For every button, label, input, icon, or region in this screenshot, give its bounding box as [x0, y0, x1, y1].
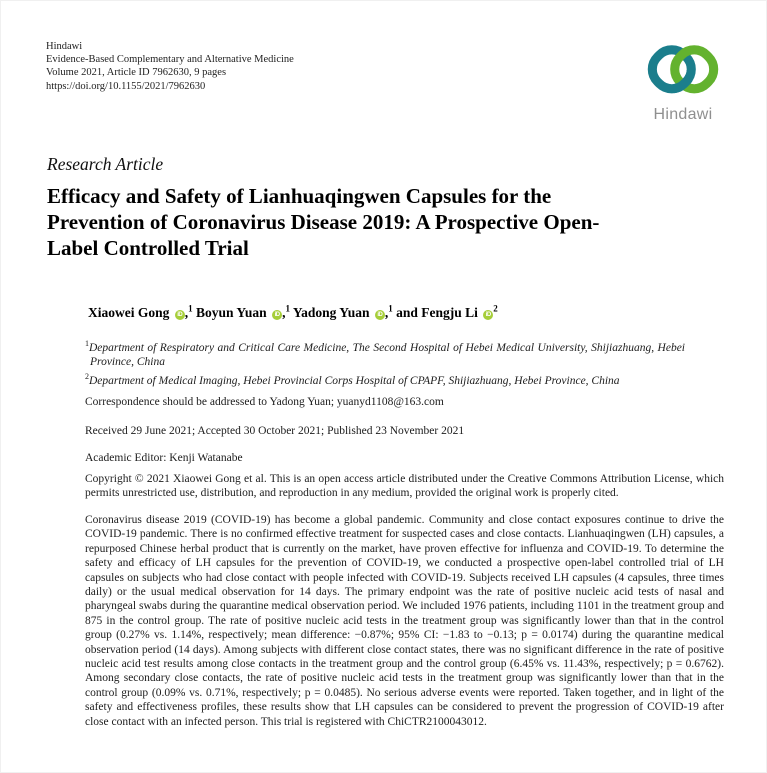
- abstract-text: Coronavirus disease 2019 (COVID-19) has become a global pandemic. Community and close contact exposures continue to drive the COVID-19 pandemic. There is no confirmed effective treatment for suspected cases and close contacts. Lianhuaqingwen (LH) capsules, a repurposed Chinese herbal product that is currently on the market, have proven effective for influenza and COVID-19. To determine the safety and efficacy of LH capsules for the prevention of COVID-19, we conducted a prospective open-label controlled trial of LH capsules on subjects who had close contact with people infected with COVID-19. Subjects received LH capsules (4 capsules, three times daily) or the usual medical observation for 14 days. The primary endpoint was the rate of positive nucleic acid tests of nasal and pharyngeal swabs during the quarantine medical observation period. We included 1976 patients, including 1101 in the treatment group and 875 in the control group. The rate of positive nucleic acid tests in the treatment group was significantly lower than that in the control group (0.27% vs. 1.14%, respectively; mean difference: −0.87%; 95% CI: −1.83 to −0.13; p = 0.0174) during the quarantine medical observation period (14 days). Among subjects with different close contact states, there was no significant difference in the rate of positive nucleic acid test results among close contacts in the treatment group and the control group (6.45% vs. 11.43%, respectively; p = 0.6762). Among secondary close contacts, the rate of positive nucleic acid tests in the treatment group was significantly lower than that in the control group (0.09% vs. 0.71%, respectively; p = 0.0485). No serious adverse events were reported. Taken together, and in light of the safety and effectiveness profiles, these results show that LH capsules can be considered to prevent the progression of COVID-19 after close contact with an infected person. This trial is registered with ChiCTR2100043012.: [85, 514, 724, 728]
- orcid-icon[interactable]: iD: [175, 310, 185, 320]
- author-affiliation-sup: 2: [493, 303, 498, 313]
- publisher-name: Hindawi: [46, 41, 83, 52]
- article-title: Efficacy and Safety of Lianhuaqingwen Capsules for the Prevention of Coronavirus Disease 2019: A Prospective Open-Label Controlled Trial: [47, 184, 600, 260]
- affiliation-item: $^1$Department of Respiratory and Critical Care Medicine, The Second Hospital of Hebei Medical University, Shijiazhuang, Hebei Province, China: [85, 339, 685, 369]
- copyright-text: Copyright © 2021 Xiaowei Gong et al. This is an open access article distributed under the Creative Commons Attribution License, which permits unrestricted use, distribution, and reproduction in any medium, provided the original work is properly cited.: [85, 473, 724, 500]
- author: Boyun Yuan iD ,$^1$: [196, 303, 290, 320]
- article-type-label: Research Article: [47, 154, 164, 174]
- correspondence-text: Correspondence should be addressed to Yadong Yuan;: [85, 396, 337, 408]
- orcid-icon[interactable]: iD: [483, 310, 493, 320]
- correspondence-line: [85, 396, 444, 408]
- masthead: [46, 40, 294, 93]
- editor-line: Academic Editor: Kenji Watanabe: [85, 452, 243, 464]
- doi-link[interactable]: https://doi.org/10.1155/2021/7962630: [46, 80, 206, 92]
- author-affiliation-sup: 1: [188, 303, 193, 313]
- author-affiliation-sup: 1: [388, 303, 393, 313]
- history-line: Received 29 June 2021; Accepted 30 October 2021; Published 23 November 2021: [85, 425, 465, 437]
- affiliation-sup: 1: [85, 339, 89, 348]
- author: and Fengju Li $iD^2$: [396, 303, 498, 320]
- author-list: [88, 303, 708, 321]
- author: Xiaowei Gong iD ,$^1$: [88, 303, 193, 320]
- author: Yadong Yuan iD ,$^1$: [292, 303, 393, 320]
- journal-name: Evidence-Based Complementary and Alternative Medicine: [46, 54, 294, 66]
- affiliation-item: $^2$Department of Medical Imaging, Hebei Provincial Corps Hospital of CPAPF, Shijiazhuang, Hebei Province, China: [85, 372, 620, 387]
- hindawi-logo: [641, 37, 725, 124]
- orcid-icon[interactable]: iD: [375, 310, 385, 320]
- hindawi-rings-icon: [641, 37, 725, 103]
- author-affiliation-sup: 1: [285, 303, 290, 313]
- hindawi-wordmark: Hindawi: [653, 106, 713, 123]
- affiliation-list: [85, 337, 685, 388]
- volume-line: Volume 2021, Article ID 7962630, 9 pages: [46, 67, 227, 79]
- correspondence-email[interactable]: yuanyd1108@163.com: [336, 396, 444, 408]
- orcid-icon[interactable]: iD: [272, 310, 282, 320]
- affiliation-sup: 2: [85, 372, 89, 382]
